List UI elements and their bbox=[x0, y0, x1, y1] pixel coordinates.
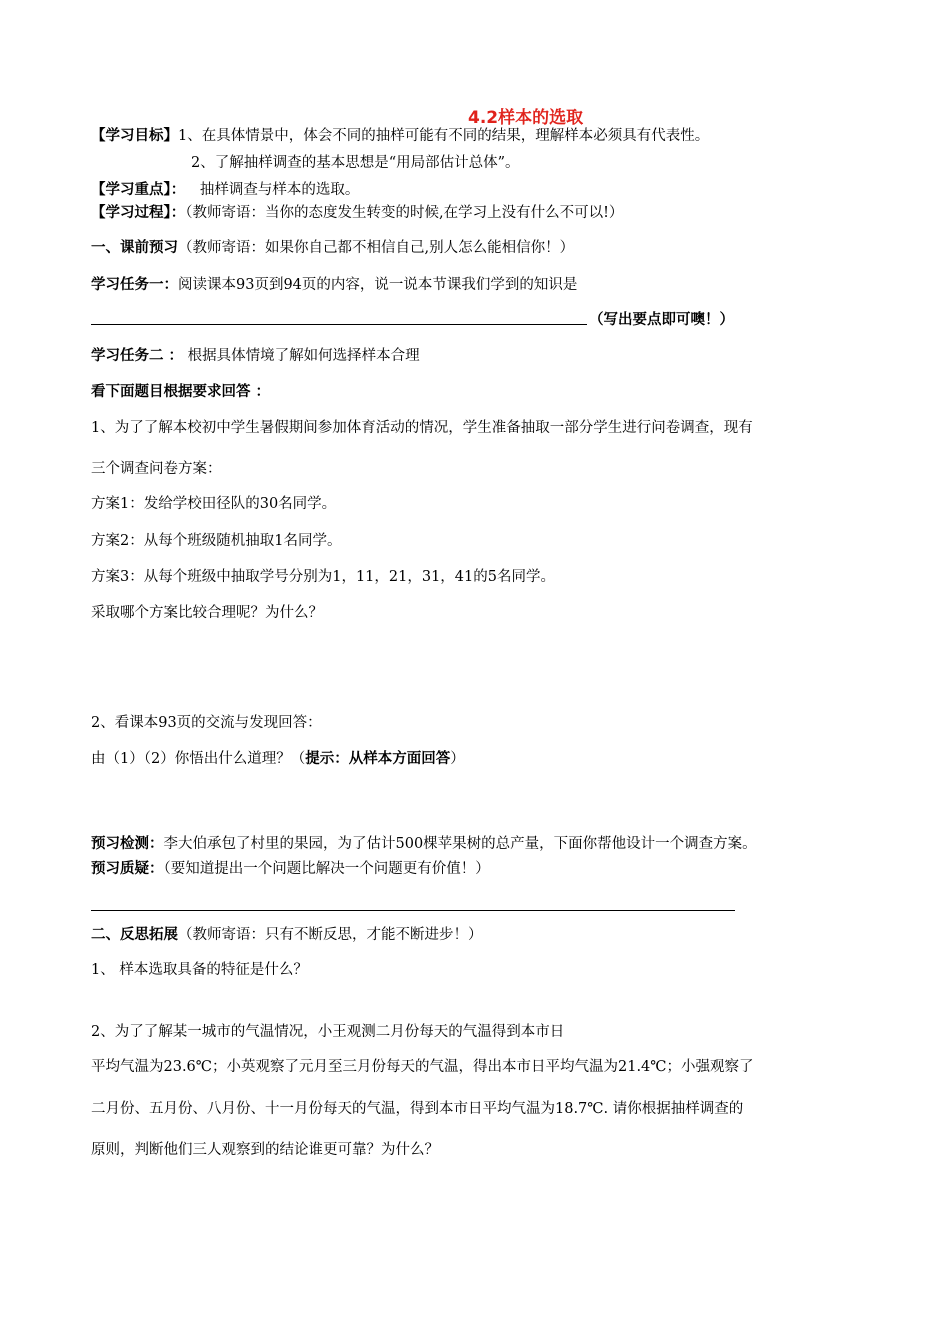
task1-hint: （写出要点即可噢！） bbox=[589, 312, 734, 328]
objective-1: 1、在具体情景中，体会不同的抽样可能有不同的结果，理解样本必须具有代表性。 bbox=[178, 128, 710, 144]
doubt-line bbox=[91, 859, 490, 879]
r1-question: 1、 样本选取具备的特征是什么？ bbox=[91, 962, 308, 978]
process-line bbox=[91, 203, 623, 223]
check-text: 李大伯承包了村里的果园，为了估计500棵苹果树的总产量，下面你帮他设计一个调查方案。 bbox=[163, 836, 757, 852]
focus-text: 抽样调查与样本的选取。 bbox=[199, 182, 360, 198]
q1-plan-3: 方案3：从每个班级中抽取学号分别为1，11，21，31，41的5名同学。 bbox=[91, 569, 555, 585]
r2-line-1: 2、为了了解某一城市的气温情况，小王观测二月份每天的气温得到本市日 bbox=[91, 1024, 565, 1040]
objective-2: 2、了解抽样调查的基本思想是“用局部估计总体”。 bbox=[191, 155, 520, 171]
q1-question: 采取哪个方案比较合理呢？为什么？ bbox=[91, 605, 323, 621]
process-label: 【学习过程】： bbox=[91, 205, 186, 221]
task1-label: 学习任务一： bbox=[91, 277, 178, 293]
instruction: 看下面题目根据要求回答 ： bbox=[91, 384, 271, 400]
page-title: 4.2样本的选取 bbox=[468, 108, 584, 128]
q1-plan-2: 方案2：从每个班级随机抽取1名同学。 bbox=[91, 533, 342, 549]
doubt-text: （要知道提出一个问题比解决一个问题更有价值！） bbox=[163, 861, 490, 877]
preview-label: 一、课前预习 bbox=[91, 240, 178, 256]
q2-close: ） bbox=[450, 751, 465, 767]
q2-line-2 bbox=[91, 749, 465, 769]
r2-line-4: 原则，判断他们三人观察到的结论谁更可靠？为什么？ bbox=[91, 1142, 439, 1158]
task2-label: 学习任务二 ： bbox=[91, 348, 184, 364]
objectives-label: 【学习目标】 bbox=[91, 128, 178, 144]
focus-line bbox=[91, 180, 359, 200]
reflect-heading bbox=[91, 925, 483, 945]
process-text: （教师寄语：当你的态度发生转变的时候,在学习上没有什么不可以!） bbox=[185, 205, 624, 221]
q1-line-1: 1、为了了解本校初中学生暑假期间参加体育活动的情况，学生准备抽取一部分学生进行问卷调查，现有 bbox=[91, 420, 753, 436]
doubt-label: 预习质疑： bbox=[91, 861, 164, 877]
preview-heading bbox=[91, 238, 574, 258]
q2-question: 由（1）（2）你悟出什么道理？（ bbox=[91, 751, 306, 767]
answer-line-1[interactable] bbox=[91, 324, 587, 325]
q2-hint: 提示：从样本方面回答 bbox=[305, 751, 451, 767]
focus-label: 【学习重点】： bbox=[91, 182, 186, 198]
q1-plan-1: 方案1：发给学校田径队的30名同学。 bbox=[91, 496, 337, 512]
task2-line bbox=[91, 346, 420, 366]
reflect-label: 二、反思拓展 bbox=[91, 927, 178, 943]
preview-text: （教师寄语：如果你自己都不相信自己,别人怎么能相信你！） bbox=[178, 240, 575, 256]
task1-text: 阅读课本93页到94页的内容，说一说本节课我们学到的知识是 bbox=[178, 277, 578, 293]
check-line bbox=[91, 834, 757, 854]
q1-line-2: 三个调查问卷方案： bbox=[91, 461, 222, 477]
answer-line-2[interactable] bbox=[91, 910, 735, 911]
r2-line-2: 平均气温为23.6℃；小英观察了元月至三月份每天的气温，得出本市日平均气温为21.4℃；小强观察了 bbox=[91, 1059, 754, 1075]
task2-text: 根据具体情境了解如何选择样本合理 bbox=[187, 348, 420, 364]
q2-line-1: 2、看课本93页的交流与发现回答： bbox=[91, 715, 322, 731]
check-label: 预习检测： bbox=[91, 836, 164, 852]
task1-line bbox=[91, 275, 577, 295]
r2-line-3: 二月份、五月份、八月份、十一月份每天的气温，得到本市日平均气温为18.7℃. 请你根据抽样调查的 bbox=[91, 1101, 744, 1117]
reflect-text: （教师寄语：只有不断反思，才能不断进步！） bbox=[178, 927, 483, 943]
objectives-line-1 bbox=[91, 126, 709, 146]
